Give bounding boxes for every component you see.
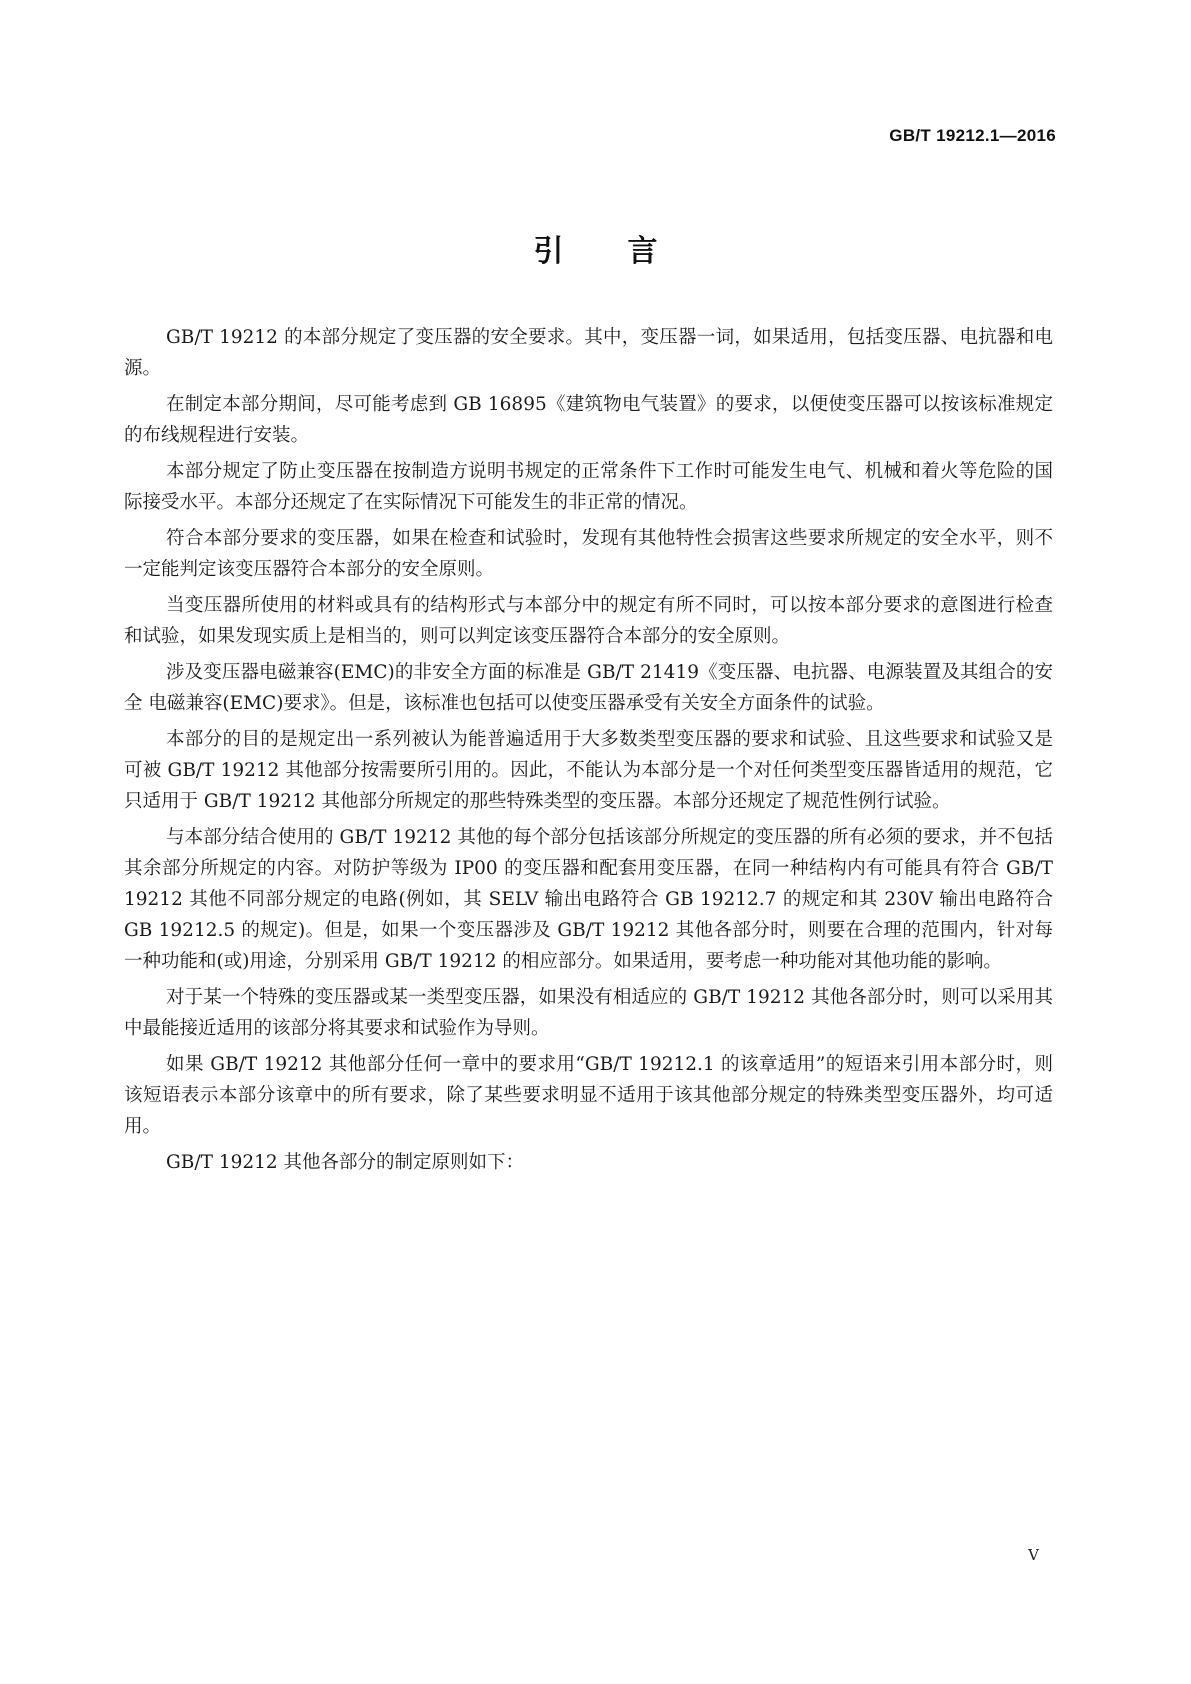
paragraph: GB/T 19212 其他各部分的制定原则如下： (166, 1152, 525, 1173)
standard-code: GB/T 19212.1—2016 (889, 126, 1056, 145)
paragraph: 在制定本部分期间，尽可能考虑到 GB 16895《建筑物电气装置》的要求，以便使变压器可以按该标准规定的布线规程进行安装。 (124, 394, 1053, 446)
paragraph: GB/T 19212 的本部分规定了变压器的安全要求。其中，变压器一词，如果适用，包括变压器、电抗器和电源。 (124, 327, 1053, 379)
paragraph: 如果 GB/T 19212 其他部分任何一章中的要求用“GB/T 19212.1 的该章适用”的短语来引用本部分时，则该短语表示本部分该章中的所有要求，除了某些要求明显不适用于该其他部分规定的特殊类型变压器外，均可适用。 (124, 1054, 1053, 1137)
paragraph: 涉及变压器电磁兼容(EMC)的非安全方面的标准是 GB/T 21419《变压器、电抗器、电源装置及其组合的安全 电磁兼容(EMC)要求》。但是，该标准也包括可以使变压器承受有关安全方面条件的试验。 (124, 662, 1053, 714)
page-number: V (1028, 1546, 1039, 1564)
paragraph: 与本部分结合使用的 GB/T 19212 其他的每个部分包括该部分所规定的变压器的所有必须的要求，并不包括其余部分所规定的内容。对防护等级为 IP00 的变压器和配套用变压器，在同一种结构内有可能具有符合 GB/T 19212 其他不同部分规定的电路(例如，其 SELV 输出电路符合 GB 19212.7 的规定和其 230V 输出电路符合 GB 19212.5 的规定)。但是，如果一个变压器涉及 GB/T 19212 其他各部分时，则要在合理的范围内，针对每一种功能和(或)用途，分别采用 GB/T 19212 的相应部分。如果适用，要考虑一种功能对其他功能的影响。 (124, 827, 1053, 972)
paragraph: 符合本部分要求的变压器，如果在检查和试验时，发现有其他特性会损害这些要求所规定的安全水平，则不一定能判定该变压器符合本部分的安全原则。 (124, 528, 1053, 580)
paragraph: 对于某一个特殊的变压器或某一类型变压器，如果没有相适应的 GB/T 19212 其他各部分时，则可以采用其中最能接近适用的该部分将其要求和试验作为导则。 (124, 987, 1053, 1039)
paragraph: 当变压器所使用的材料或具有的结构形式与本部分中的规定有所不同时，可以按本部分要求的意图进行检查和试验，如果发现实质上是相当的，则可以判定该变压器符合本部分的安全原则。 (124, 595, 1053, 647)
paragraph: 本部分规定了防止变压器在按制造方说明书规定的正常条件下工作时可能发生电气、机械和着火等危险的国际接受水平。本部分还规定了在实际情况下可能发生的非正常的情况。 (124, 461, 1053, 513)
document-body (124, 322, 1053, 1183)
paragraph: 本部分的目的是规定出一系列被认为能普遍适用于大多数类型变压器的要求和试验、且这些要求和试验又是可被 GB/T 19212 其他部分按需要所引用的。因此，不能认为本部分是一个对任何类型变压器皆适用的规范，它只适用于 GB/T 19212 其他部分所规定的那些特殊类型的变压器。本部分还规定了规范性例行试验。 (124, 729, 1053, 812)
page-title: 引言 (533, 234, 722, 269)
